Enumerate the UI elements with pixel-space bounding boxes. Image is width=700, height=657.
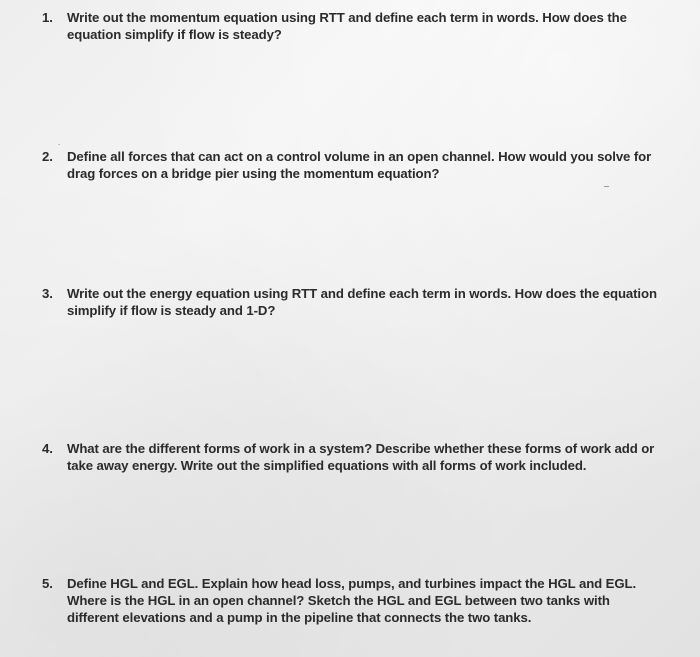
question-text: What are the different forms of work in a system? Describe whether these forms of work add or take away energy. Write out the simplified equations with all forms of work included. xyxy=(67,441,655,473)
question-number: 1. xyxy=(42,10,53,25)
stray-dash xyxy=(604,186,609,187)
question-text: Define HGL and EGL. Explain how head loss, pumps, and turbines impact the HGL and EGL. Where is the HGL in an open channel? Sketch the HGL and EGL between two tanks with different elevations and a pump in the pipeline that connects the two tanks. xyxy=(67,576,637,625)
question-number: 5. xyxy=(42,576,53,591)
question-text: Define all forces that can act on a control volume in an open channel. How would you solve for drag forces on a bridge pier using the momentum equation? xyxy=(67,149,652,181)
question-number: 4. xyxy=(42,441,53,456)
question-number: 3. xyxy=(42,286,53,301)
question-number: 2. xyxy=(42,149,53,164)
question-text: Write out the energy equation using RTT and define each term in words. How does the equation simplify if flow is steady and 1-D? xyxy=(67,286,657,318)
question-text: Write out the momentum equation using RTT and define each term in words. How does the equation simplify if flow is steady? xyxy=(67,10,627,42)
stray-mark: ˙ xyxy=(58,143,61,153)
